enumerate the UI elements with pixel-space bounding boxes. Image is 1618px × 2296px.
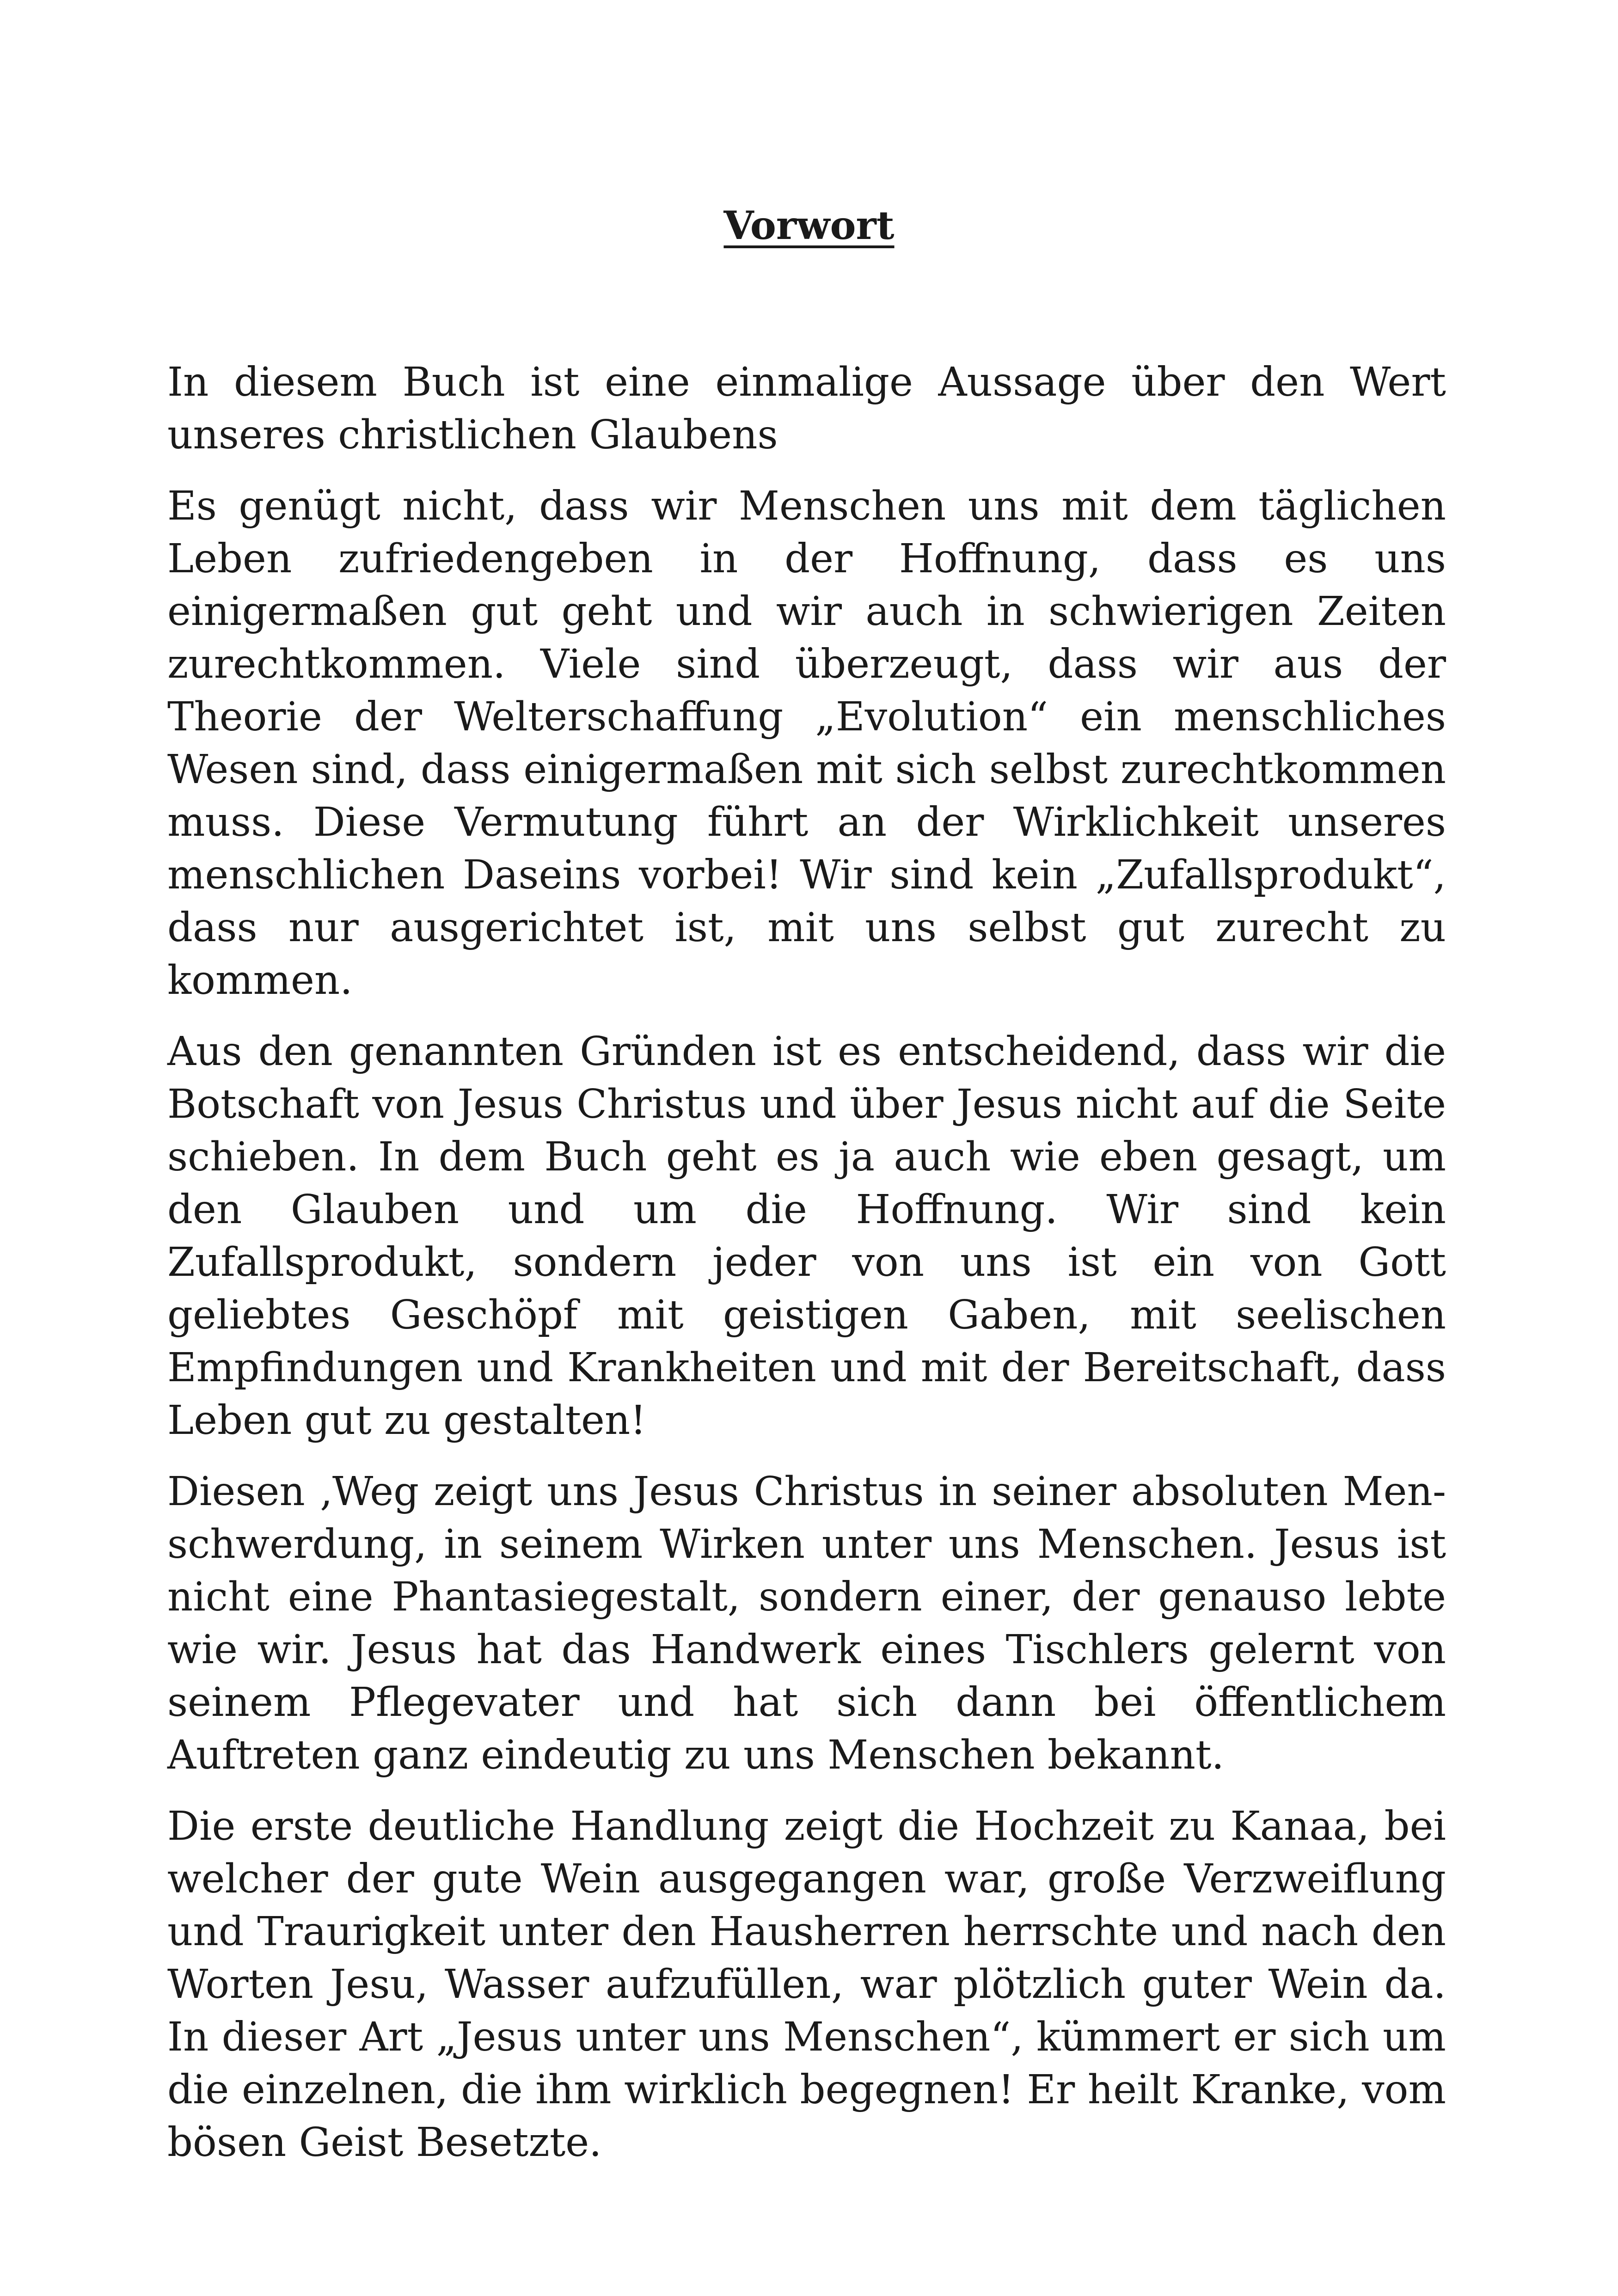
paragraph-1: In diesem Buch ist eine einmalige Aussage über den Wert unseres christlichen Glaubens (167, 359, 1446, 458)
paragraph-2: Es genügt nicht, dass wir Menschen uns mit dem täglichen Leben zufriedengeben in der Hoffnung, dass es uns einigermaßen gut geht und wir auch in schwierigen Zeiten zurechtkommen. Viele sind überzeugt, dass wir aus der Theorie der Welterschaffung „Evolution“ ein menschliches Wesen sind, dass einigermaßen mit sich selbst zurechtkommen muss. Diese Vermutung führt an der Wirklichkeit unseres menschlichen Daseins vorbei! Wir sind kein „Zufallsprodukt“, dass nur ausgerichtet ist, mit uns selbst gut zurecht zu kommen. (167, 483, 1446, 1004)
page-title: Vorwort (723, 202, 895, 248)
paragraph-4: Diesen ‚Weg zeigt uns Jesus Christus in seiner absoluten Menschwerdung, in seinem Wirken unter uns Menschen. Jesus ist nicht eine Phantasiegestalt, sondern einer, der genauso lebte wie wir. Jesus hat das Handwerk eines Tischlers gelernt von seinem Pflegevater und hat sich dann bei öffentlichem Auftreten ganz eindeutig zu uns Menschen bekannt. (167, 1469, 1446, 1778)
paragraph-3: Aus den genannten Gründen ist es entscheidend, dass wir die Botschaft von Jesus Christus und über Jesus nicht auf die Seite schieben. In dem Buch geht es ja auch wie eben gesagt, um den Glauben und um die Hoffnung. Wir sind kein Zufallsprodukt, sondern jeder von uns ist ein von Gott geliebtes Geschöpf mit geistigen Gaben, mit seelischen Empfindungen und Krankheiten und mit der Bereitschaft, dass Leben gut zu gestalten! (167, 1029, 1446, 1444)
body-text (167, 356, 1446, 2187)
paragraph-5: Die erste deutliche Handlung zeigt die Hochzeit zu Kanaa, bei welcher der gute Wein ausgegangen war, große Verzweiflung und Traurigkeit unter den Hausherren herrschte und nach den Worten Jesu, Wasser aufzufüllen, war plötzlich guter Wein da. In dieser Art „Jesus unter uns Menschen“, kümmert er sich um die einzelnen, die ihm wirklich begegnen! Er heilt Kranke, vom bösen Geist Besetzte. (167, 1803, 1446, 2166)
